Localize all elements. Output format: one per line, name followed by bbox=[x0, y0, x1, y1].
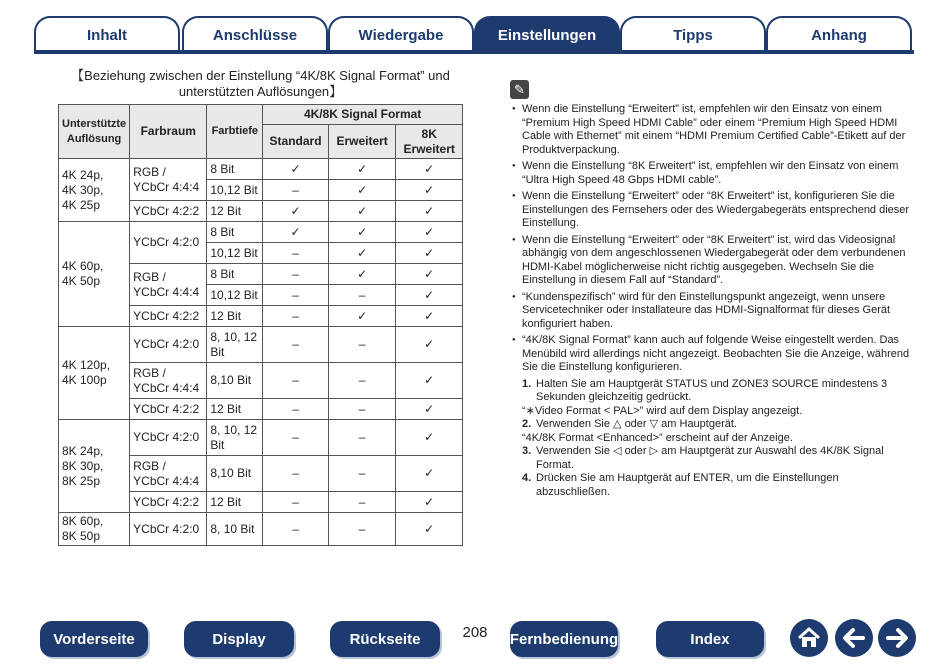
cell-color-space: YCbCr 4:2:2 bbox=[130, 306, 207, 327]
back-panel-button[interactable]: Rückseite bbox=[330, 621, 440, 657]
cell-extended: – bbox=[328, 399, 396, 420]
cell-extended: ✓ bbox=[328, 306, 396, 327]
step-text: Verwenden Sie ◁ oder ▷ am Hauptgerät zur Auswahl des 4K/8K Signal Format. bbox=[536, 445, 884, 471]
note-item: ● “Kundenspezifisch” wird für den Einstellungspunkt angezeigt, wenn unsere Servicetechniker oder Installateure das HDMI-Signalformat für dieses Gerät konfiguriert haben. bbox=[512, 291, 912, 332]
cell-extended: – bbox=[328, 363, 396, 399]
cell-8k-extended: ✓ bbox=[396, 399, 463, 420]
remote-button[interactable]: Fernbedienung bbox=[510, 621, 618, 657]
header-standard: Standard bbox=[263, 125, 329, 159]
cell-depth: 8,10 Bit bbox=[207, 363, 263, 399]
cell-8k-extended: ✓ bbox=[396, 456, 463, 492]
cell-depth: 8 Bit bbox=[207, 159, 263, 180]
cell-extended: – bbox=[328, 456, 396, 492]
cell-standard: – bbox=[263, 327, 329, 363]
cell-color-space: RGB / YCbCr 4:4:4 bbox=[130, 363, 207, 399]
cell-extended: ✓ bbox=[328, 159, 396, 180]
cell-depth: 10,12 Bit bbox=[207, 180, 263, 201]
cell-8k-extended: ✓ bbox=[396, 243, 463, 264]
cell-8k-extended: ✓ bbox=[396, 363, 463, 399]
cell-8k-extended: ✓ bbox=[396, 285, 463, 306]
table-caption: 【Beziehung zwischen der Einstellung “4K/8K Signal Format” und unterstützten Auflösungen】 bbox=[71, 68, 450, 99]
notes-section bbox=[512, 103, 912, 499]
home-button[interactable] bbox=[790, 619, 828, 657]
back-arrow-icon bbox=[835, 619, 873, 657]
cell-depth: 12 Bit bbox=[207, 399, 263, 420]
step-text: Drücken Sie am Hauptgerät auf ENTER, um die Einstellungen abzuschließen. bbox=[536, 472, 839, 498]
cell-resolution: 4K 120p, 4K 100p bbox=[59, 327, 130, 420]
step-item bbox=[522, 418, 912, 445]
cell-resolution: 8K 60p, 8K 50p bbox=[59, 513, 130, 546]
cell-color-space: RGB / YCbCr 4:4:4 bbox=[130, 264, 207, 306]
forward-arrow-button[interactable] bbox=[878, 619, 916, 657]
cell-depth: 12 Bit bbox=[207, 306, 263, 327]
step-result: “4K/8K Format <Enhanced>” erscheint auf der Anzeige. bbox=[522, 431, 793, 444]
cell-depth: 12 Bit bbox=[207, 201, 263, 222]
note-item: ● Wenn die Einstellung “Erweitert” ist, empfehlen wir den Einsatz von einem “Premium High Speed HDMI Cable” oder einem “Premium High Speed HDMI Cable with Ethernet” mit einem “HDMI Premium Certified Cable”-Etikett auf der Produktverpackung. bbox=[512, 103, 912, 157]
cell-extended: – bbox=[328, 513, 396, 546]
tab-wiedergabe[interactable]: Wiedergabe bbox=[328, 16, 474, 52]
cell-standard: – bbox=[263, 285, 329, 306]
cell-extended: – bbox=[328, 327, 396, 363]
cell-depth: 8 Bit bbox=[207, 264, 263, 285]
cell-standard: – bbox=[263, 456, 329, 492]
cell-8k-extended: ✓ bbox=[396, 201, 463, 222]
step-result: “∗Video Format < PAL>” wird auf dem Display angezeigt. bbox=[522, 404, 803, 417]
cell-standard: – bbox=[263, 492, 329, 513]
index-button[interactable]: Index bbox=[656, 621, 764, 657]
cell-standard: ✓ bbox=[263, 159, 329, 180]
forward-arrow-icon bbox=[878, 619, 916, 657]
header-depth: Farbtiefe bbox=[207, 105, 263, 159]
tab-anschluesse[interactable]: Anschlüsse bbox=[182, 16, 328, 52]
step-number: 3. bbox=[522, 445, 532, 457]
table-row bbox=[59, 327, 463, 363]
cell-depth: 8, 10 Bit bbox=[207, 513, 263, 546]
cell-depth: 8 Bit bbox=[207, 222, 263, 243]
tab-anhang[interactable]: Anhang bbox=[766, 16, 912, 52]
page-number: 208 bbox=[462, 624, 488, 641]
tab-tipps[interactable]: Tipps bbox=[620, 16, 766, 52]
home-icon bbox=[790, 619, 828, 657]
cell-8k-extended: ✓ bbox=[396, 327, 463, 363]
cell-depth: 8, 10, 12 Bit bbox=[207, 420, 263, 456]
cell-depth: 12 Bit bbox=[207, 492, 263, 513]
note-item: ● Wenn die Einstellung “Erweitert” oder “8K Erweitert” ist, wird das Videosignal abhängig von dem angeschlossenen Wiedergabegerät oder dem verbundenen HDMI-Kabel möglicherweise nicht richtig ausgegeben. Wechseln Sie die Einstellung in diesem Fall auf “Standard”. bbox=[512, 234, 912, 288]
header-resolution: Unterstützte Auflösung bbox=[59, 105, 130, 159]
cell-color-space: YCbCr 4:2:2 bbox=[130, 492, 207, 513]
step-number: 4. bbox=[522, 472, 532, 484]
step-number: 1. bbox=[522, 377, 532, 390]
cell-extended: ✓ bbox=[328, 222, 396, 243]
cell-standard: – bbox=[263, 363, 329, 399]
table-row bbox=[59, 420, 463, 456]
cell-standard: ✓ bbox=[263, 201, 329, 222]
note-item: ● “4K/8K Signal Format” kann auch auf folgende Weise eingestellt werden. Das Menübild wird allerdings nicht angezeigt. Beobachten Sie die Anzeige, während Sie die Einstellung konfigurieren. bbox=[512, 334, 912, 375]
cell-standard: – bbox=[263, 180, 329, 201]
cell-color-space: YCbCr 4:2:2 bbox=[130, 201, 207, 222]
step-number: 2. bbox=[522, 418, 532, 430]
cell-resolution: 4K 60p, 4K 50p bbox=[59, 222, 130, 327]
cell-color-space: YCbCr 4:2:0 bbox=[130, 222, 207, 264]
cell-standard: – bbox=[263, 243, 329, 264]
header-signal-format: 4K/8K Signal Format bbox=[263, 105, 463, 125]
cell-extended: – bbox=[328, 285, 396, 306]
cell-extended: ✓ bbox=[328, 201, 396, 222]
back-arrow-button[interactable] bbox=[835, 619, 873, 657]
cell-depth: 10,12 Bit bbox=[207, 243, 263, 264]
header-8k-extended: 8K Erweitert bbox=[396, 125, 463, 159]
cell-standard: – bbox=[263, 399, 329, 420]
cell-8k-extended: ✓ bbox=[396, 513, 463, 546]
note-item: ● Wenn die Einstellung “Erweitert” oder “8K Erweitert” ist, konfigurieren Sie die Einstellungen des Fernsehers oder des Wiedergabegeräts entsprechend dieser Einstellung. bbox=[512, 190, 912, 231]
cell-standard: ✓ bbox=[263, 222, 329, 243]
table-row bbox=[59, 159, 463, 180]
display-button[interactable]: Display bbox=[184, 621, 294, 657]
pencil-icon: ✎ bbox=[510, 80, 529, 99]
tab-underline bbox=[34, 50, 914, 54]
header-color-space: Farbraum bbox=[130, 105, 207, 159]
notes-list bbox=[512, 103, 912, 375]
step-item bbox=[522, 472, 912, 499]
cell-8k-extended: ✓ bbox=[396, 264, 463, 285]
cell-8k-extended: ✓ bbox=[396, 222, 463, 243]
cell-8k-extended: ✓ bbox=[396, 306, 463, 327]
tab-einstellungen[interactable]: Einstellungen bbox=[474, 16, 620, 52]
cell-depth: 10,12 Bit bbox=[207, 285, 263, 306]
cell-color-space: YCbCr 4:2:0 bbox=[130, 327, 207, 363]
cell-8k-extended: ✓ bbox=[396, 159, 463, 180]
cell-standard: – bbox=[263, 513, 329, 546]
cell-extended: ✓ bbox=[328, 243, 396, 264]
step-item bbox=[522, 378, 912, 419]
cell-extended: – bbox=[328, 420, 396, 456]
cell-8k-extended: ✓ bbox=[396, 180, 463, 201]
cell-standard: – bbox=[263, 420, 329, 456]
cell-extended: ✓ bbox=[328, 264, 396, 285]
note-item: ● Wenn die Einstellung “8K Erweitert” ist, empfehlen wir den Einsatz von einem “Ultra High Speed 48 Gbps HDMI cable”. bbox=[512, 160, 912, 187]
cell-color-space: YCbCr 4:2:0 bbox=[130, 513, 207, 546]
table-row bbox=[59, 222, 463, 243]
steps-list bbox=[522, 378, 912, 500]
step-text: Verwenden Sie △ oder ▽ am Hauptgerät. bbox=[536, 418, 737, 430]
signal-format-table bbox=[58, 104, 463, 546]
header-extended: Erweitert bbox=[328, 125, 396, 159]
cell-color-space: YCbCr 4:2:2 bbox=[130, 399, 207, 420]
cell-extended: ✓ bbox=[328, 180, 396, 201]
cell-color-space: RGB / YCbCr 4:4:4 bbox=[130, 159, 207, 201]
cell-color-space: RGB / YCbCr 4:4:4 bbox=[130, 456, 207, 492]
cell-depth: 8,10 Bit bbox=[207, 456, 263, 492]
cell-depth: 8, 10, 12 Bit bbox=[207, 327, 263, 363]
cell-extended: – bbox=[328, 492, 396, 513]
tab-inhalt[interactable]: Inhalt bbox=[34, 16, 180, 52]
step-item bbox=[522, 445, 912, 472]
cell-resolution: 8K 24p, 8K 30p, 8K 25p bbox=[59, 420, 130, 513]
cell-8k-extended: ✓ bbox=[396, 420, 463, 456]
cell-color-space: YCbCr 4:2:0 bbox=[130, 420, 207, 456]
step-text: Halten Sie am Hauptgerät STATUS und ZONE3 SOURCE mindestens 3 Sekunden gleichzeitig gedrückt. bbox=[536, 377, 888, 403]
table-row bbox=[59, 513, 463, 546]
front-page-button[interactable]: Vorderseite bbox=[40, 621, 148, 657]
cell-8k-extended: ✓ bbox=[396, 492, 463, 513]
top-tab-bar bbox=[34, 16, 914, 54]
cell-standard: – bbox=[263, 306, 329, 327]
cell-resolution: 4K 24p, 4K 30p, 4K 25p bbox=[59, 159, 130, 222]
cell-standard: – bbox=[263, 264, 329, 285]
